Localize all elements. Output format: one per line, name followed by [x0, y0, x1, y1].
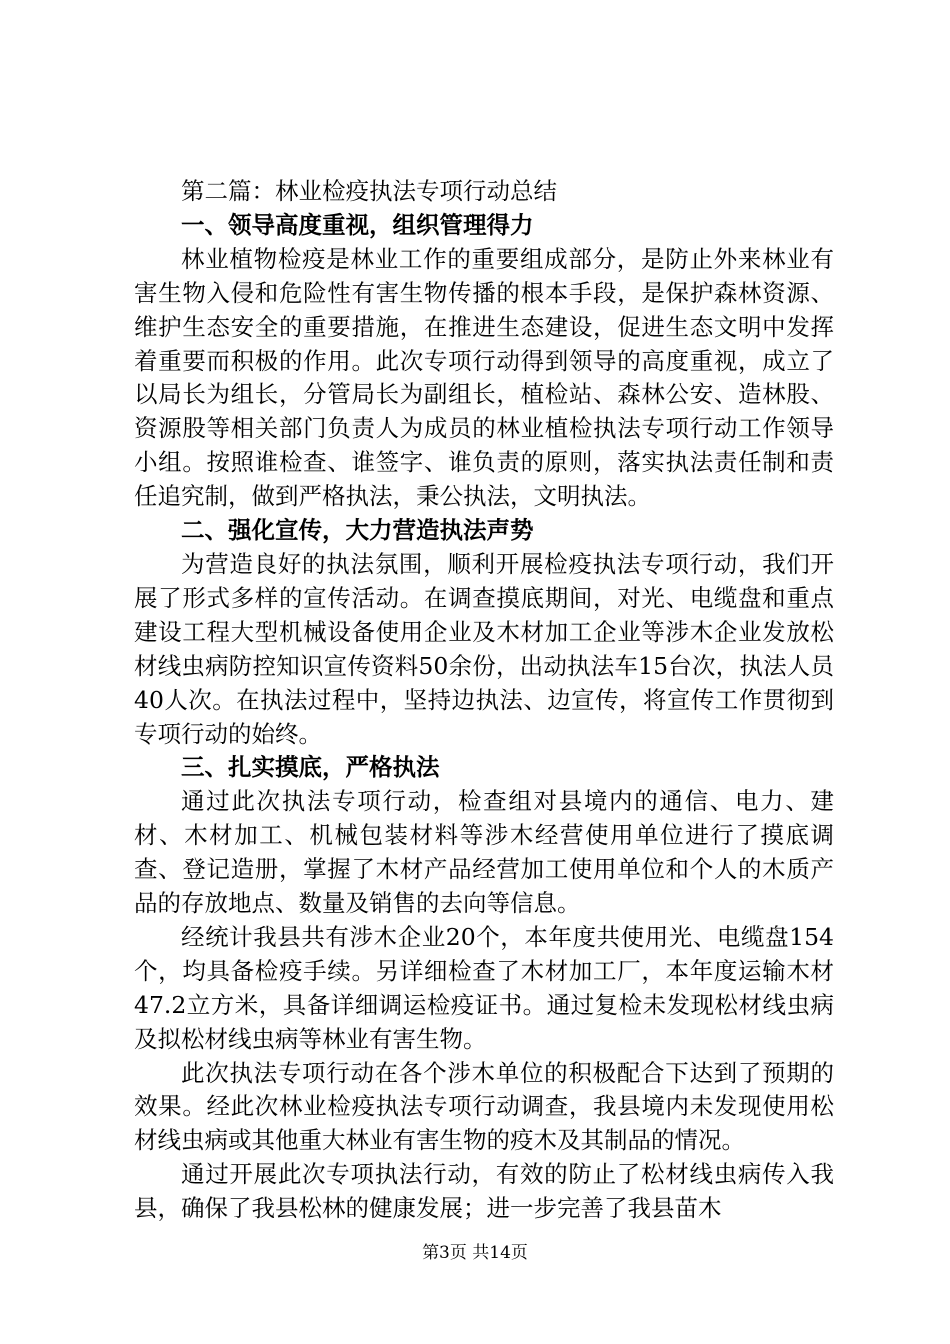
paragraph: 通过此次执法专项行动，检查组对县境内的通信、电力、建材、木材加工、机械包装材料等涉木经营使用单位进行了摸底调查、登记造册，掌握了木材产品经营加工使用单位和个人的木质产品的存放地点、数量及销售的去向等信息。: [134, 787, 834, 918]
section-heading-3: 三、扎实摸底，严格执法: [181, 753, 440, 782]
document-title: 第二篇：林业检疫执法专项行动总结: [181, 177, 557, 205]
paragraph: 为营造良好的执法氛围，顺利开展检疫执法专项行动，我们开展了形式多样的宣传活动。在调查摸底期间，对光、电缆盘和重点建设工程大型机械设备使用企业及木材加工企业等涉木企业发放松材线虫病防控知识宣传资料50余份，出动执法车15台次，执法人员40人次。在执法过程中，坚持边执法、边宣传，将宣传工作贯彻到专项行动的始终。: [134, 549, 834, 748]
section-heading-2: 二、强化宣传，大力营造执法声势: [181, 516, 534, 545]
section-heading-1: 一、领导高度重视，组织管理得力: [181, 210, 534, 239]
paragraph: 通过开展此次专项执法行动，有效的防止了松材线虫病传入我县，确保了我县松林的健康发展；进一步完善了我县苗木: [134, 1160, 834, 1223]
paragraph: 此次执法专项行动在各个涉木单位的积极配合下达到了预期的效果。经此次林业检疫执法专项行动调查，我县境内未发现使用松材线虫病或其他重大林业有害生物的疫木及其制品的情况。: [134, 1058, 834, 1155]
paragraph: 林业植物检疫是林业工作的重要组成部分，是防止外来林业有害生物入侵和危险性有害生物传播的根本手段，是保护森林资源、维护生态安全的重要措施，在推进生态建设，促进生态文明中发挥着重要而积极的作用。此次专项行动得到领导的高度重视，成立了以局长为组长，分管局长为副组长，植检站、森林公安、造林股、资源股等相关部门负责人为成员的林业植检执法专项行动工作领导小组。按照谁检查、谁签字、谁负责的原则，落实执法责任制和责任追究制，做到严格执法，秉公执法，文明执法。: [134, 244, 834, 511]
document-body: [134, 175, 834, 1226]
page-number-footer: 第3页 共14页: [422, 1243, 528, 1263]
paragraph: 经统计我县共有涉木企业20个，本年度共使用光、电缆盘154个，均具备检疫手续。另详细检查了木材加工厂，本年度运输木材47.2立方米，具备详细调运检疫证书。通过复检未发现松材线虫病及拟松材线虫病等林业有害生物。: [134, 922, 834, 1053]
